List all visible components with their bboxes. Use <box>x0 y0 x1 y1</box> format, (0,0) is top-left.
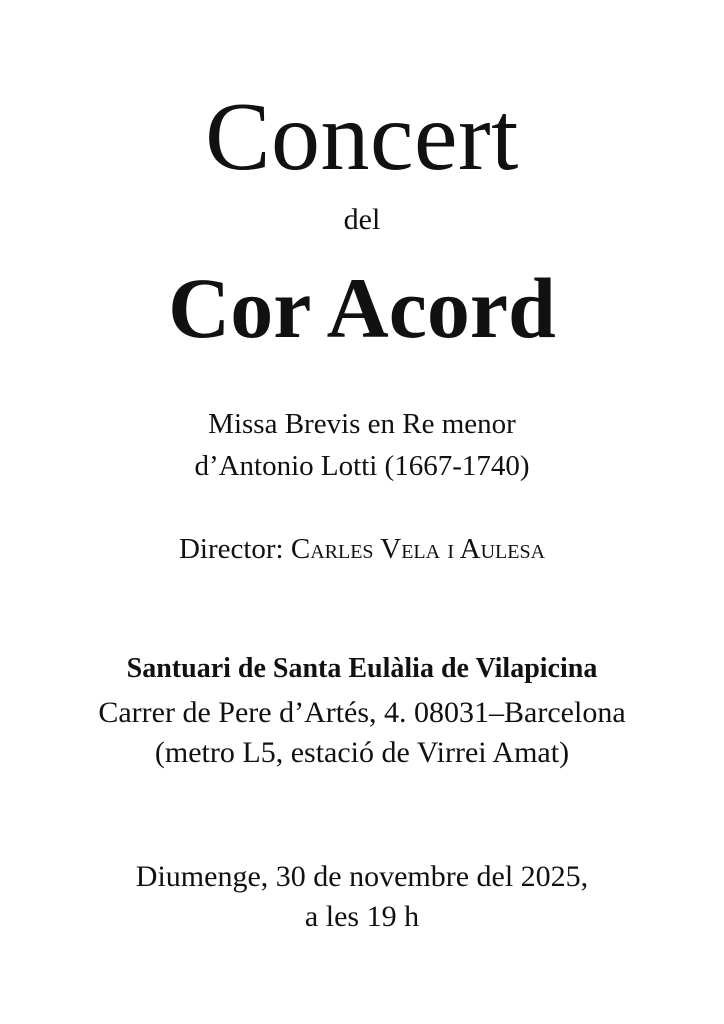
director-label: Director: <box>178 533 291 565</box>
work-composer: d’Antonio Lotti (1667-1740) <box>194 450 530 482</box>
venue-metro: (metro L5, estació de Virrei Amat) <box>154 736 570 769</box>
director-name: Carles Vela i Aulesa <box>290 533 546 565</box>
choir-name: Cor Acord <box>168 260 556 356</box>
event-date: Diumenge, 30 de novembre del 2025, <box>135 860 589 893</box>
title-connector: del <box>343 203 381 236</box>
event-time: a les 19 h <box>304 900 420 933</box>
work-title: Missa Brevis en Re menor <box>208 408 516 440</box>
venue-name: Santuari de Santa Eulàlia de Vilapicina <box>126 653 598 684</box>
director-line <box>0 535 724 564</box>
venue-address: Carrer de Pere d’Artés, 4. 08031–Barcelona <box>98 696 626 729</box>
title-concert: Concert <box>205 83 519 191</box>
